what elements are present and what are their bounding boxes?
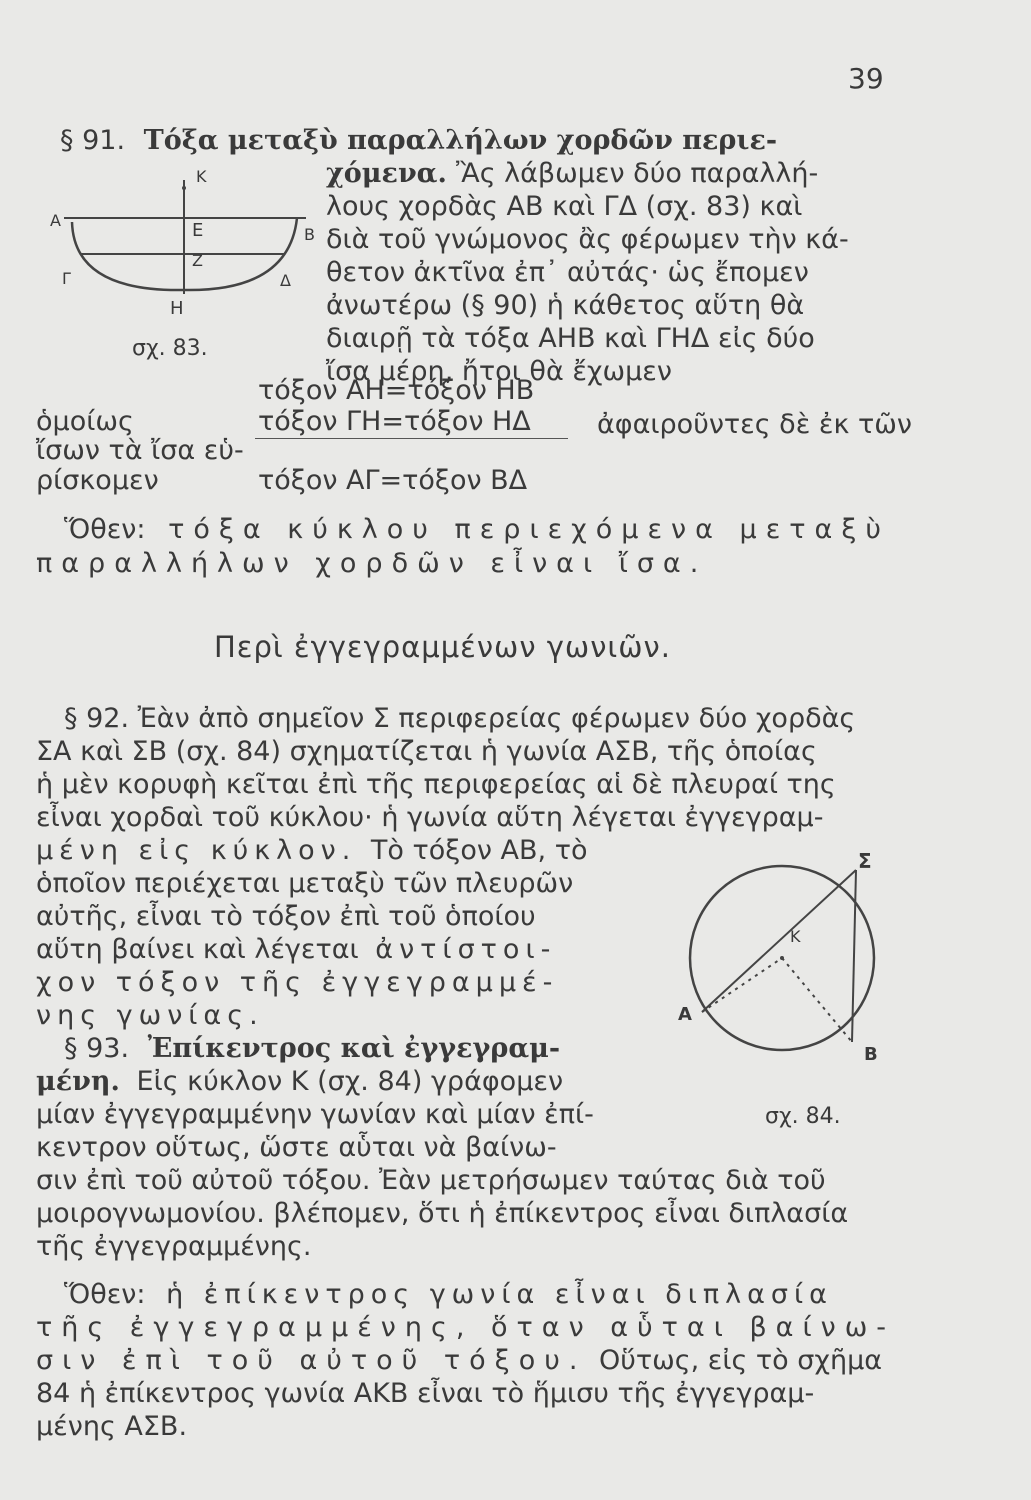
conclusion-text: ἡ ἐπίκεντρος γωνία εἶναι διπλασία <box>166 1279 833 1310</box>
label-a: Α <box>678 1004 692 1025</box>
section-93-number: § 93. <box>64 1033 130 1064</box>
figure-83 <box>44 162 324 322</box>
section-91-title: Τόξα μεταξὺ παραλλήλων χορδῶν περιε- <box>143 125 778 156</box>
section-93-line <box>36 1067 563 1097</box>
section-93-line: 84 ἡ ἐπίκεντρος γωνία ΑΚΒ εἶναι τὸ ἥμισυ τῆς ἐγγεγραμ- <box>36 1378 815 1409</box>
spaced-term: νης γωνίας. <box>36 1000 264 1031</box>
section-92-line: ἡ μὲν κορυφὴ κεῖται ἐπὶ τῆς περιφερείας αἱ δὲ πλευραί της <box>36 769 836 800</box>
line-text: Οὕτως, εἰς τὸ σχῆμα <box>599 1345 883 1376</box>
center-point <box>182 186 186 190</box>
section-93-line: μένης ΑΣΒ. <box>36 1411 188 1442</box>
equation-2: τόξον ΓΗ=τόξον ΗΔ <box>258 406 531 437</box>
section-91-line: θετον ἀκτῖνα ἐπ᾽ αὐτάς· ὡς ἔπομεν <box>326 257 809 288</box>
label-k: Κ <box>196 167 207 186</box>
section-93-line: τῆς ἐγγεγραμμένης. <box>36 1231 312 1262</box>
center-point <box>780 956 784 960</box>
section-91-line: ἴσα μέρη, ἤτοι θὰ ἔχωμεν <box>326 356 672 387</box>
label-s: Σ <box>858 849 872 873</box>
label-k: Κ <box>790 927 801 946</box>
section-91-number: § 91. <box>60 125 126 156</box>
label-g: Γ <box>62 269 71 288</box>
label-b: Β <box>304 225 315 244</box>
label-e: Ε <box>192 220 204 241</box>
page-number: 39 <box>848 62 884 95</box>
section-93-heading <box>64 1034 560 1064</box>
conclusion-lead: Ὅθεν: <box>64 1279 146 1310</box>
section-92-line: αὐτῆς, εἶναι τὸ τόξον ἐπὶ τοῦ ὁποίου <box>36 901 536 932</box>
conclusion-text: τόξα κύκλου περιεχόμενα μεταξὺ <box>168 514 891 545</box>
spaced-term: μένη εἰς κύκλον. <box>36 835 357 866</box>
chord-sa <box>702 870 856 1012</box>
figure-84-caption: σχ. 84. <box>765 1104 841 1129</box>
section-91-line: Ἂς λάβωμεν δύο παραλλή- <box>456 158 819 189</box>
section-92-line <box>36 836 587 866</box>
label-d: Δ <box>280 271 291 290</box>
section-91-heading <box>60 126 777 156</box>
label-a: Α <box>50 211 61 230</box>
conclusion-93-cont <box>36 1346 882 1376</box>
spaced-term: ἀντίστοι- <box>375 934 557 965</box>
side-text: ἴσων τὰ ἴσα εὑ- <box>36 435 244 466</box>
section-92-line: ΣΑ καὶ ΣΒ (σχ. 84) σχηματίζεται ἡ γωνία ΑΣΒ, τῆς ὁποίας <box>36 736 817 767</box>
conclusion-91-cont: παραλλήλων χορδῶν εἶναι ἴσα. <box>36 548 708 579</box>
spaced-term: χον τόξον τῆς ἐγγεγραμμέ- <box>36 967 559 998</box>
side-text: ἀφαιροῦντες δὲ ἐκ τῶν <box>597 409 912 440</box>
chapter-heading <box>214 632 671 662</box>
line-text: Τὸ τόξον ΑΒ, τὸ <box>370 835 588 866</box>
section-93-line: μοιρογνωμονίου. βλέπομεν, ὅτι ἡ ἐπίκεντρος εἶναι διπλασία <box>36 1198 849 1229</box>
conclusion-91 <box>64 515 890 545</box>
figure-83-caption: σχ. 83. <box>132 336 208 361</box>
conclusion-93 <box>64 1280 833 1310</box>
heading-text: Περὶ ἐγγεγραμμένων γωνιῶν. <box>214 630 671 664</box>
section-91-line: ἀνωτέρω (§ 90) ἡ κάθετος αὕτη θὰ <box>326 290 805 321</box>
section-92-line: § 92. Ἐὰν ἀπὸ σημεῖον Σ περιφερείας φέρωμεν δύο χορδὰς <box>64 703 856 734</box>
conclusion-text: σιν ἐπὶ τοῦ αὐτοῦ τόξου. <box>36 1345 587 1376</box>
side-text: ρίσκομεν <box>36 465 159 496</box>
section-93-title-cont: μένη. <box>36 1066 120 1097</box>
side-text: ὁμοίως <box>36 406 134 437</box>
section-93-title: Ἐπίκεντρος καὶ ἐγγεγραμ- <box>147 1033 561 1064</box>
section-93-line: σιν ἐπὶ τοῦ αὐτοῦ τόξου. Ἐὰν μετρήσωμεν ταύτας διὰ τοῦ <box>36 1165 826 1196</box>
line-text: αὕτη βαίνει καὶ λέγεται <box>36 934 359 965</box>
figure-84 <box>672 848 892 1078</box>
label-h: Η <box>170 298 184 319</box>
label-b: Β <box>864 1044 878 1065</box>
line-text: Εἰς κύκλον Κ (σχ. 84) γράφομεν <box>136 1066 564 1097</box>
sum-rule <box>255 438 568 439</box>
equation-3: τόξον ΑΓ=τόξον ΒΔ <box>258 465 528 496</box>
section-92-line: ὁποῖον περιέχεται μεταξὺ τῶν πλευρῶν <box>36 868 574 899</box>
section-91-line: λους χορδὰς ΑΒ καὶ ΓΔ (σχ. 83) καὶ <box>326 191 803 222</box>
section-91-line: διαιρῇ τὰ τόξα ΑΗΒ καὶ ΓΗΔ εἰς δύο <box>326 323 815 354</box>
conclusion-93-cont: τῆς ἐγγεγραμμένης, ὅταν αὗται βαίνω- <box>36 1312 896 1343</box>
section-93-line: κεντρον οὕτως, ὥστε αὗται νὰ βαίνω- <box>36 1132 557 1163</box>
section-92-line: εἶναι χορδαὶ τοῦ κύκλου· ἡ γωνία αὕτη λέγεται ἐγγεγραμ- <box>36 802 824 833</box>
label-z: Ζ <box>192 251 203 270</box>
section-91-title-cont: χόμενα. <box>326 158 447 189</box>
section-93-line: μίαν ἐγγεγραμμένην γωνίαν καὶ μίαν ἐπί- <box>36 1099 594 1130</box>
radius-ka <box>702 958 782 1012</box>
section-91-line: διὰ τοῦ γνώμονος ἂς φέρωμεν τὴν κά- <box>326 224 849 255</box>
section-92-line <box>36 935 556 965</box>
conclusion-lead: Ὅθεν: <box>64 514 146 545</box>
equation-1: τόξον ΑΗ=τόξον ΗΒ <box>258 375 535 406</box>
